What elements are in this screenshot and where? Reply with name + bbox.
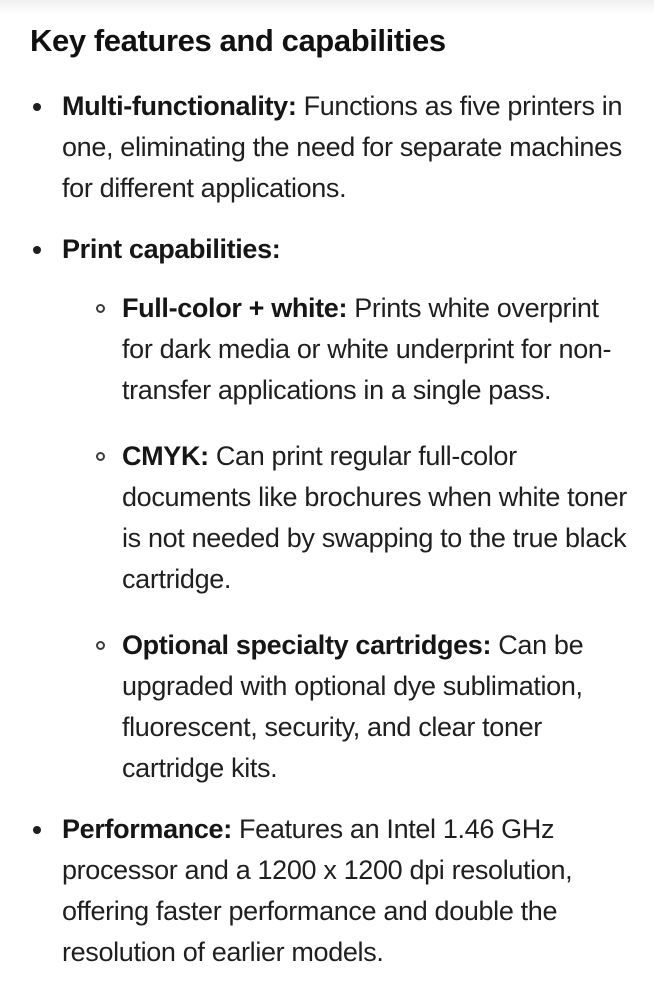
feature-label: Multi-functionality: <box>62 91 297 121</box>
sub-feature-list <box>62 288 628 789</box>
sub-feature-label: Full-color + white: <box>122 293 348 323</box>
feature-text: Features an Intel 1.46 GHz processor and a 1200 x 1200 dpi resolution, offering faster performance and double the resolution of earlier models. <box>62 814 573 967</box>
sub-feature-label: Optional specialty cartridges: <box>122 630 492 660</box>
sub-feature-text: Can be upgraded with optional dye sublimation, fluorescent, security, and clear toner cartridge kits. <box>122 630 584 783</box>
sub-feature-label: CMYK: <box>122 441 209 471</box>
feature-text: Functions as five printers in one, eliminating the need for separate machines for different applications. <box>62 91 623 203</box>
sub-feature-text: Can print regular full-color documents like brochures when white toner is not needed by swapping to the true black cartridge. <box>122 441 627 594</box>
page-title: Key features and capabilities <box>30 23 446 58</box>
feature-label: Print capabilities: <box>62 234 281 264</box>
bullet-dot-icon <box>33 246 41 254</box>
bullet-dot-icon <box>33 826 41 834</box>
sub-feature-item-cmyk <box>94 436 628 600</box>
feature-label: Performance: <box>62 814 232 844</box>
sub-feature-item-optional-cartridges <box>94 625 628 789</box>
feature-item-print-capabilities <box>30 229 628 789</box>
feature-item-multi-functionality <box>30 86 628 209</box>
bullet-circle-icon <box>96 452 105 461</box>
bullet-circle-icon <box>96 641 105 650</box>
bullet-circle-icon <box>96 304 105 313</box>
sub-feature-text: Prints white overprint for dark media or white underprint for non-transfer applications in a single pass. <box>122 293 612 405</box>
bullet-dot-icon <box>33 103 41 111</box>
feature-list <box>30 86 628 973</box>
feature-item-performance <box>30 809 628 973</box>
sub-feature-item-full-color-white <box>94 288 628 411</box>
